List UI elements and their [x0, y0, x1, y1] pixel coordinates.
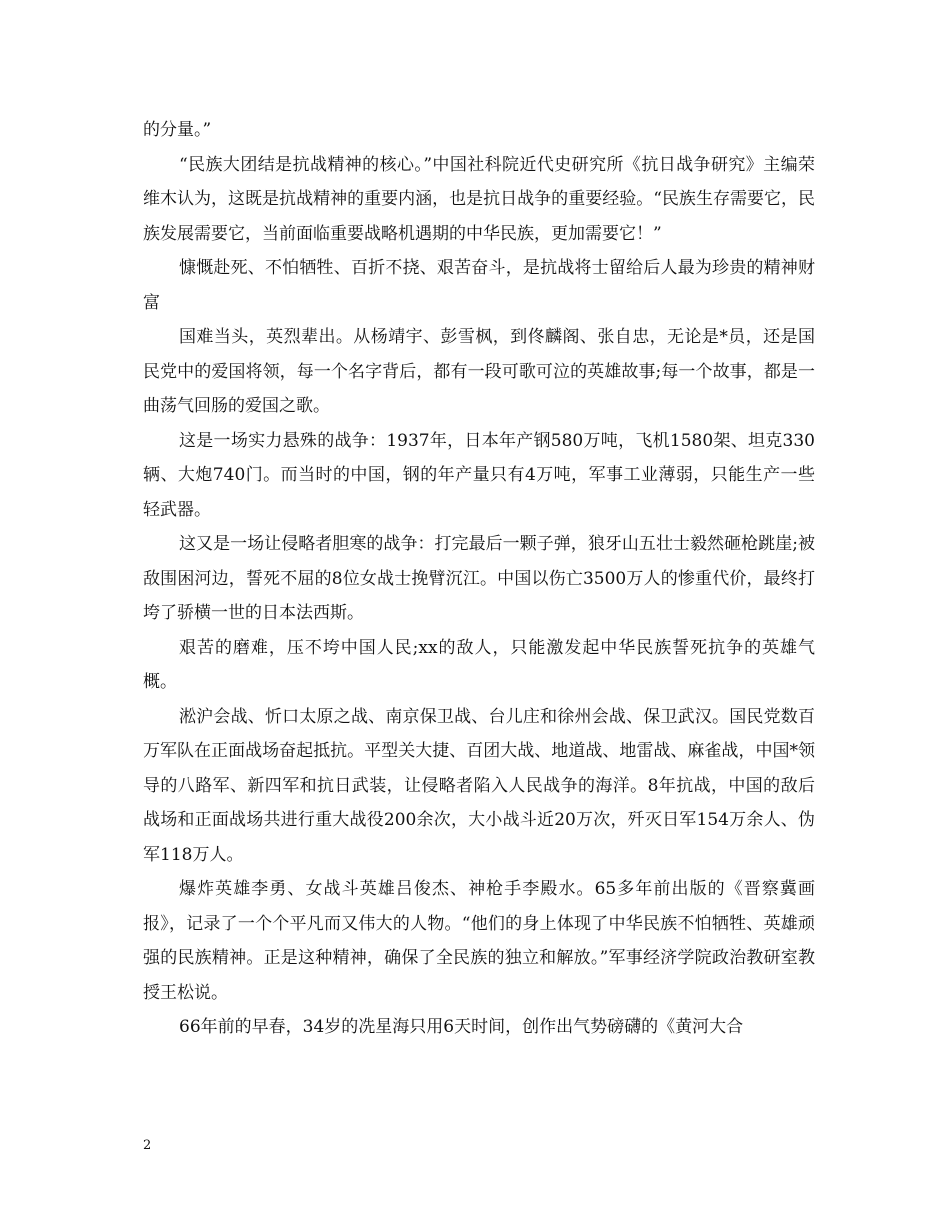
paragraph: “民族大团结是抗战精神的核心。”中国社科院近代史研究所《抗日战争研究》主编荣维木认为，这既是抗战精神的重要内涵，也是抗日战争的重要经验。“民族生存需要它，民族发展需要它，当前面临重要战略机遇期的中华民族，更加需要它！”: [143, 154, 815, 244]
body-text: [143, 113, 815, 1045]
paragraph: 这又是一场让侵略者胆寒的战争：打完最后一颗子弹，狼牙山五壮士毅然砸枪跳崖;被敌围困河边，誓死不屈的8位女战士挽臂沉江。中国以伤亡3500万人的惨重代价，最终打垮了骄横一世的日本法西斯。: [143, 534, 815, 623]
paragraph: 淞沪会战、忻口太原之战、南京保卫战、台儿庄和徐州会战、保卫武汉。国民党数百万军队在正面战场奋起抵抗。平型关大捷、百团大战、地道战、地雷战、麻雀战，中国*领导的八路军、新四军和抗日武装，让侵略者陷入人民战争的海洋。8年抗战，中国的敌后战场和正面战场共进行重大战役200余次，大小战斗近20万次，歼灭日军154万余人、伪军118万人。: [143, 706, 815, 865]
paragraph: 66年前的早春，34岁的冼星海只用6天时间，创作出气势磅礴的《黄河大合: [179, 1017, 744, 1037]
paragraph: 国难当头，英烈辈出。从杨靖宇、彭雪枫，到佟麟阁、张自忠，无论是*员，还是国民党中的爱国将领，每一个名字背后，都有一段可歌可泣的英雄故事;每一个故事，都是一曲荡气回肠的爱国之歌。: [143, 327, 815, 416]
paragraph: 这是一场实力悬殊的战争：1937年，日本年产钢580万吨，飞机1580架、坦克330辆、大炮740门。而当时的中国，钢的年产量只有4万吨，军事工业薄弱，只能生产一些轻武器。: [143, 430, 815, 520]
paragraph: 艰苦的磨难，压不垮中国人民;xx的敌人，只能激发起中华民族誓死抗争的英雄气概。: [143, 637, 815, 692]
paragraph: 的分量。”: [143, 120, 212, 140]
page-number: 2: [143, 1138, 152, 1153]
paragraph: 爆炸英雄李勇、女战斗英雄吕俊杰、神枪手李殿水。65多年前出版的《晋察冀画报》，记录了一个个平凡而又伟大的人物。“他们的身上体现了中华民族不怕牺牲、英雄顽强的民族精神。正是这种精神，确保了全民族的独立和解放。”军事经济学院政治教研室教授王松说。: [143, 879, 815, 1003]
paragraph: 慷慨赴死、不怕牺牲、百折不挠、艰苦奋斗，是抗战将士留给后人最为珍贵的精神财富: [143, 258, 815, 313]
